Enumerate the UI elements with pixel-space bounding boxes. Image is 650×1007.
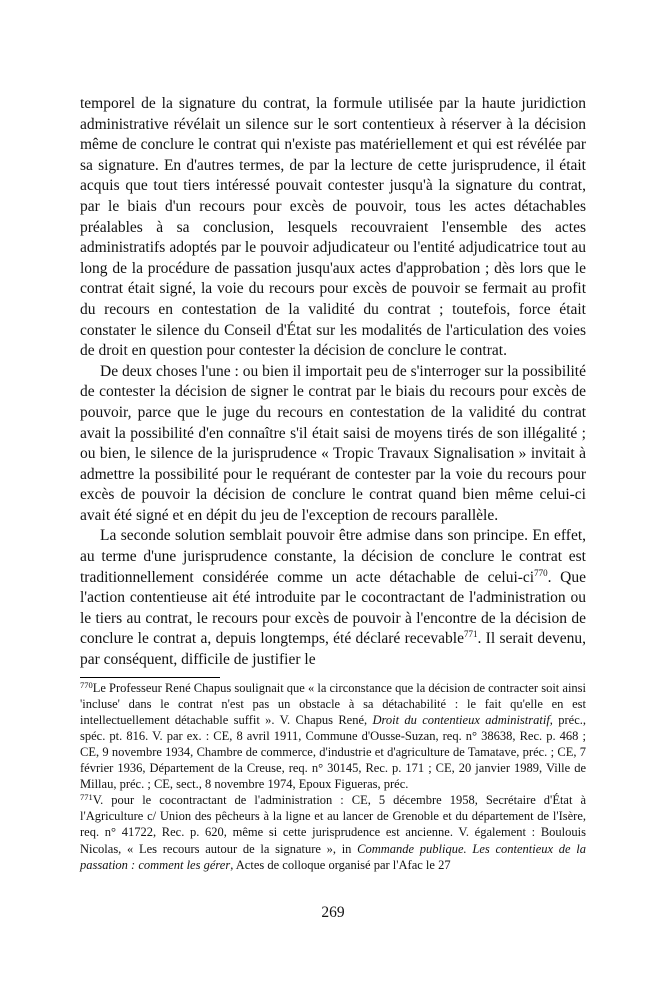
footnote-771 (80, 792, 586, 872)
footnote-text: V. pour le cocontractant de l'administration : CE, 5 décembre 1958, Secrétaire d'État à l'Agriculture c/ Union des pêcheurs à la ligne et au lancer de Grenoble et du département de l'Isère, req. n° 41722, Rec. p. 620, même si cette jurisprudence est ancienne. V. également : Boulouis Nicolas, « Les recours autour de la signature », in (80, 793, 586, 856)
footnote-title: Commande publique. Les contentieux de la passation : comment les gérer (80, 841, 587, 872)
body-text (80, 94, 586, 671)
paragraph-1: temporel de la signature du contrat, la formule utilisée par la haute juridiction administrative révélait un silence sur le sort contentieux à réserver à la décision même de conclure le contrat qui n'existe pas matériellement et qui est révélée par sa signature. En d'autres termes, de par la lecture de cette jurisprudence, il était acquis que tout tiers intéressé pouvait contester jusqu'à la signature du contrat, par le biais d'un recours pour excès de pouvoir, tous les actes détachables préalables à sa conclusion, lesquels recouvraient l'ensemble des actes administratifs adoptés par le pouvoir adjudicateur ou l'entité adjudicatrice tout au long de la procédure de passation jusqu'aux actes d'approbation ; dès lors que le contrat était signé, la voie du recours pour excès de pouvoir se fermait au profit du recours en contestation de la validité du contrat ; toutefois, force était constater le silence du Conseil d'État sur les modalités de l'articulation des voies de droit en question pour contester la décision de conclure le contrat. (80, 95, 586, 360)
footnote-ref-771[interactable]: 771 (463, 629, 478, 640)
footnotes (80, 680, 586, 873)
paragraph-3 (80, 526, 586, 670)
paragraph-3-text: . Que l'action contentieuse ait été introduite par le cocontractant de l'administration ou le tiers au contrat, le recours pour excès de pouvoir à l'encontre de la décision de conclure le contrat a, depuis longtemps, été déclaré recevable (80, 568, 587, 648)
footnote-770 (80, 680, 586, 793)
footnote-number: 770 (80, 679, 93, 690)
footnote-text: Le Professeur René Chapus soulignait que « la circonstance que la décision de contracter soit ainsi 'incluse' dans le contrat n'est pas un obstacle à sa détachabilité : le fait qu'elle en est intellectuellement détachable suffit ». V. Chapus René, (80, 680, 586, 727)
footnote-title: Droit du contentieux administratif (372, 712, 550, 727)
paragraph-2: De deux choses l'une : ou bien il importait peu de s'interroger sur la possibilité de contester la décision de signer le contrat par le biais du recours pour excès de pouvoir, parce que le juge du recours en contestation de la validité du contrat avait la possibilité d'en connaître s'il était saisi de moyens tirés de son illégalité ; ou bien, le silence de la jurisprudence « Tropic Travaux Signalisation » invitait à admettre la possibilité pour le requérant de contester par la voie du recours pour excès de pouvoir la décision de conclure le contrat quand bien même celui-ci avait été signé et en dépit du jeu de l'exception de recours parallèle. (80, 362, 586, 524)
paragraph-3-text: . Il serait devenu, par conséquent, difficile de justifier le (80, 630, 586, 669)
footnote-number: 771 (80, 792, 93, 803)
footnote-text: , préc., spéc. pt. 816. V. par ex. : CE, 8 avril 1911, Commune d'Ousse-Suzan, req. n° 38638, Rec. p. 468 ; CE, 9 novembre 1934, Chambre de commerce, d'industrie et d'agriculture de Tamatave, préc. ; CE, 7 février 1936, Département de la Creuse, req. n° 30145, Rec. p. 171 ; CE, 20 janvier 1989, Ville de Millau, préc. ; CE, sect., 8 novembre 1974, Epoux Figueras, préc. (80, 712, 587, 792)
footnote-separator (80, 677, 220, 678)
footnote-text: , Actes de colloque organisé par l'Afac le 27 (230, 857, 451, 872)
footnote-ref-770[interactable]: 770 (534, 567, 548, 578)
paragraph-3-text: La seconde solution semblait pouvoir être admise dans son principe. En effet, au terme d'une jurisprudence constante, la décision de conclure le contrat est traditionnellement considérée comme un acte détachable de celui-ci (80, 527, 586, 586)
page-number: 269 (321, 903, 345, 921)
